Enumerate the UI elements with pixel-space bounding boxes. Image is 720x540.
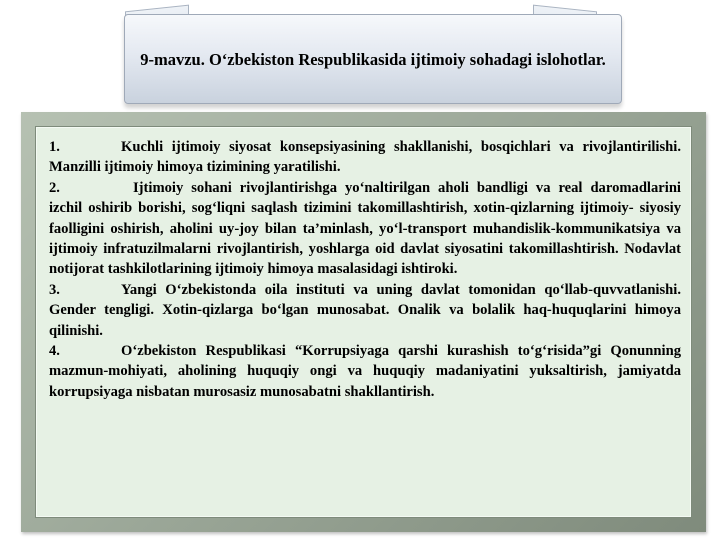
topic-item-4 <box>49 341 681 402</box>
title-banner <box>124 14 622 104</box>
topic-list <box>49 137 681 402</box>
topic-number: 4. <box>49 343 60 360</box>
topic-number: 1. <box>49 139 60 155</box>
topic-number: 2. <box>49 179 60 196</box>
content-panel <box>35 126 692 518</box>
topic-text: O‘zbekiston Respublikasi “Korrupsiyaga qarshi kurashish to‘g‘risida”gi Qonunning mazmun-mohiyati, aholining huquqiy ongi va huquqiy madaniyatini yuksaltirish, jamiyatda korrupsiyaga nisbatan murosasiz munosabatni shakllantirish. <box>49 343 681 400</box>
content-frame <box>21 112 706 532</box>
topic-text: Kuchli ijtimoiy siyosat konsepsiyasining shakllanishi, bosqichlari va rivojlantirilishi. Manzilli ijtimoiy himoya tizimining yaratilishi. <box>49 139 681 176</box>
slide-title: 9-mavzu. O‘zbekiston Respublikasida ijtimoiy sohadagi islohotlar. <box>140 49 606 69</box>
topic-text: Yangi O‘zbekistonda oila instituti va uning davlat tomonidan qo‘llab-quvvatlanishi. Gender tengligi. Xotin-qizlarga bo‘lgan munosabat. Onalik va bolalik haq-huquqlarini himoya qilinishi. <box>49 281 681 339</box>
topic-text: Ijtimoiy sohani rivojlantirishga yo‘naltirilgan aholi bandligi va real daromadlarini izchil oshirib borishi, sog‘liqni saqlash tizimini takomillashtirish, xotin-qizlarning ijtimoiy- siyosiy faolligini oshirish, aholini uy-joy bilan ta’minlash, yo‘l-transport muhandislik-kommunikatsiya va ijtimoiy infratuzilmalarni rivojlantirish, yoshlarga oid davlat siyosatini takomillashtirish. Nodavlat notijorat tashkilotlarining ijtimoiy himoya masalasidagi ishtiroki. <box>49 179 681 278</box>
topic-item-1 <box>49 137 681 178</box>
topic-item-2 <box>49 178 681 280</box>
topic-item-3 <box>49 280 681 341</box>
topic-number: 3. <box>49 281 60 298</box>
